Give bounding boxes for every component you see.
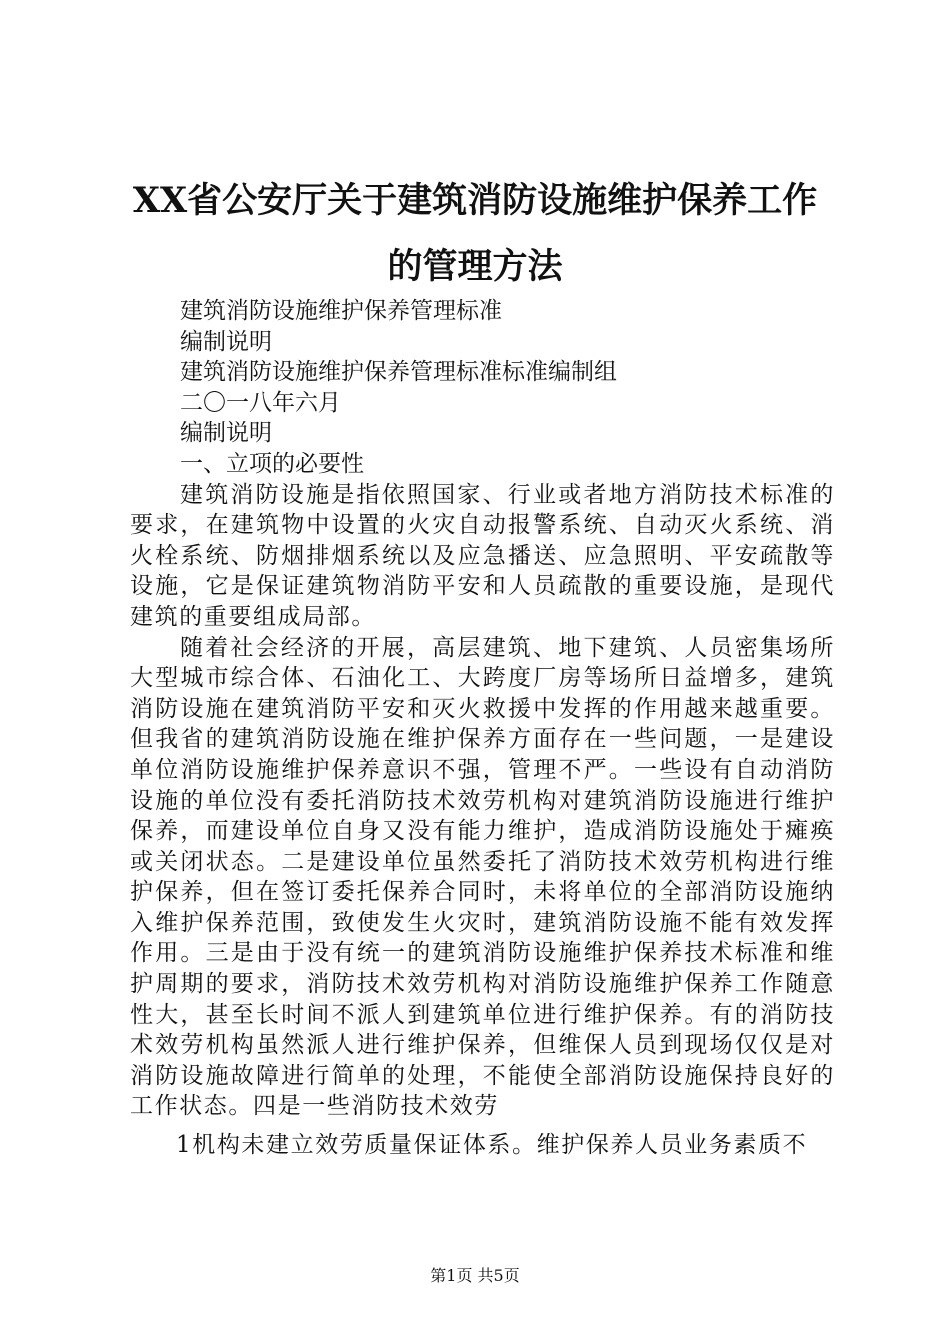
section-heading-necessity: 一、立项的必要性	[180, 450, 364, 477]
title-line-2: 的管理方法	[387, 246, 563, 287]
heading-compile-group: 建筑消防设施维护保养管理标准标准编制组	[180, 359, 617, 386]
heading-compile-notes-2: 编制说明	[180, 420, 272, 447]
heading-date: 二〇一八年六月	[180, 389, 341, 416]
document-body	[130, 296, 835, 1161]
document-title	[120, 168, 830, 300]
title-line-1: XX省公安厅关于建筑消防设施维护保养工作	[132, 180, 818, 221]
paragraph-continuation: 1机构未建立效劳质量保证体系。维护保养人员业务素质不	[176, 1132, 808, 1159]
heading-compile-notes: 编制说明	[180, 328, 272, 355]
paragraph-definition: 建筑消防设施是指依照国家、行业或者地方消防技术标准的要求，在建筑物中设置的火灾自动报警系统、自动灭火系统、消火栓系统、防烟排烟系统以及应急播送、应急照明、平安疏散等设施，它是保证建筑物消防平安和人员疏散的重要设施，是现代建筑的重要组成局部。	[130, 481, 835, 630]
page-footer: 第1页 共5页	[430, 1266, 520, 1285]
heading-standard-name: 建筑消防设施维护保养管理标准	[180, 298, 502, 324]
paragraph-problems: 随着社会经济的开展，高层建筑、地下建筑、人员密集场所大型城市综合体、石油化工、大跨度厂房等场所日益增多，建筑消防设施在建筑消防平安和灭火救援中发挥的作用越来越重要。但我省的建筑消防设施在维护保养方面存在一些问题，一是建设单位消防设施维护保养意识不强，管理不严。一些设有自动消防设施的单位没有委托消防技术效劳机构对建筑消防设施进行维护保养，而建设单位自身又没有能力维护，造成消防设施处于瘫痪或关闭状态。二是建设单位虽然委托了消防技术效劳机构进行维护保养，但在签订委托保养合同时，未将单位的全部消防设施纳入维护保养范围，致使发生火灾时，建筑消防设施不能有效发挥作用。三是由于没有统一的建筑消防设施维护保养技术标准和维护周期的要求，消防技术效劳机构对消防设施维护保养工作随意性大，甚至长时间不派人到建筑单位进行维护保养。有的消防技术效劳机构虽然派人进行维护保养，但维保人员到现场仅仅是对消防设施故障进行简单的处理，不能使全部消防设施保持良好的工作状态。四是一些消防技术效劳	[130, 634, 835, 1120]
